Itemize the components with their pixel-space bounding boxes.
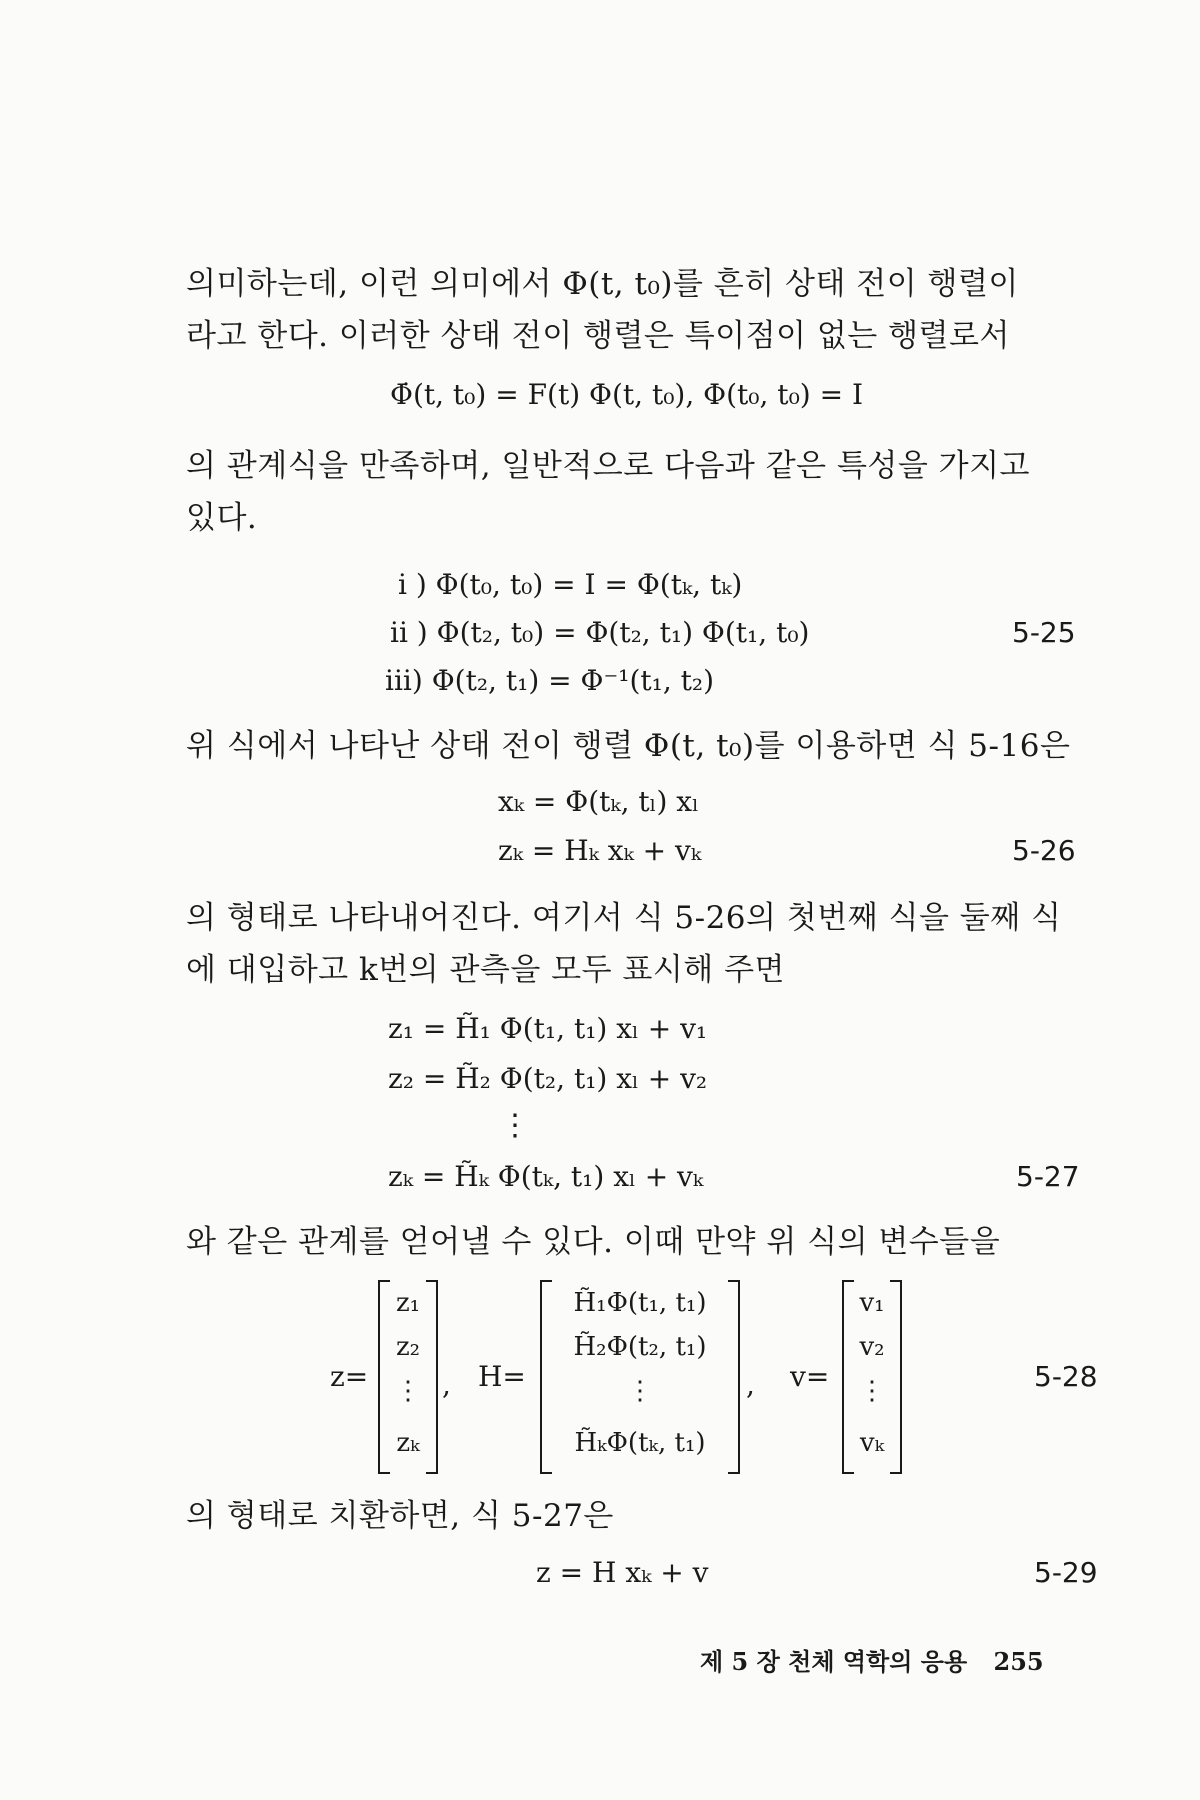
property-iii: iii) Φ(t₂, t₁) = Φ⁻¹(t₁, t₂): [385, 664, 715, 697]
equation-number: 5-25: [1012, 616, 1076, 649]
paragraph-line: 와 같은 관계를 얻어낼 수 있다. 이때 만약 위 식의 변수들을: [186, 1224, 1001, 1260]
comma: ,: [442, 1368, 451, 1401]
equation-5-26a: xₖ = Φ(tₖ, tₗ) xₗ: [498, 785, 699, 818]
H-entry: H̃ₖΦ(tₖ, t₁): [574, 1428, 706, 1458]
z-vector: [378, 1280, 438, 1470]
v-label: v=: [790, 1360, 830, 1393]
chapter-title: 제 5 장 천체 역학의 응용: [700, 1647, 968, 1676]
paragraph-line: 에 대입하고 k번의 관측을 모두 표시해 주면: [186, 952, 785, 988]
equation-number: 5-26: [1012, 834, 1076, 867]
property-i: i ) Φ(t₀, t₀) = I = Φ(tₖ, tₖ): [398, 568, 743, 601]
v-entry: v₁: [859, 1288, 885, 1318]
equation-5-26b: zₖ = Hₖ xₖ + vₖ: [498, 834, 702, 867]
H-entry: ⋮: [627, 1376, 653, 1406]
equation-5-27b: z₂ = H̃₂ Φ(t₂, t₁) xₗ + v₂: [388, 1062, 708, 1095]
H-label: H=: [478, 1360, 526, 1393]
paragraph-line: 위 식에서 나타난 상태 전이 행렬 Φ(t, t₀)를 이용하면 식 5-16은: [186, 728, 1071, 764]
property-ii: ii ) Φ(t₂, t₀) = Φ(t₂, t₁) Φ(t₁, t₀): [390, 616, 810, 649]
v-entry: v₂: [859, 1332, 885, 1362]
page-number: 255: [993, 1647, 1044, 1676]
H-entry: H̃₁Φ(t₁, t₁): [573, 1288, 707, 1318]
v-entry: vₖ: [859, 1428, 885, 1458]
equation-number: 5-27: [1016, 1160, 1080, 1193]
equation-5-29: z = H xₖ + v: [536, 1556, 709, 1589]
paragraph-line: 의 형태로 나타내어진다. 여기서 식 5-26의 첫번째 식을 둘째 식: [186, 900, 1062, 936]
v-entry: ⋮: [859, 1376, 885, 1406]
comma: ,: [746, 1368, 755, 1401]
H-matrix: [540, 1280, 740, 1470]
z-entry: ⋮: [395, 1376, 421, 1406]
H-entry: H̃₂Φ(t₂, t₁): [573, 1332, 707, 1362]
equation-number: 5-29: [1034, 1556, 1098, 1589]
paragraph-line: 있다.: [186, 500, 258, 536]
equation-5-27c: zₖ = H̃ₖ Φ(tₖ, t₁) xₗ + vₖ: [388, 1160, 704, 1193]
z-entry: z₁: [395, 1288, 421, 1318]
equation-5-27a: z₁ = H̃₁ Φ(t₁, t₁) xₗ + v₁: [388, 1012, 708, 1045]
page-footer: [700, 1642, 1044, 1677]
paragraph-line: 라고 한다. 이러한 상태 전이 행렬은 특이점이 없는 행렬로서: [186, 318, 1010, 354]
transition-equation: Φ̇(t, t₀) = F(t) Φ(t, t₀), Φ(t₀, t₀) = I: [390, 378, 864, 411]
paragraph-line: 의 형태로 치환하면, 식 5-27은: [186, 1498, 614, 1534]
equation-number: 5-28: [1034, 1360, 1098, 1393]
z-entry: z₂: [395, 1332, 421, 1362]
z-label: z=: [330, 1360, 369, 1393]
z-entry: zₖ: [396, 1428, 420, 1458]
paragraph-line: 의미하는데, 이런 의미에서 Φ(t, t₀)를 흔히 상태 전이 행렬이: [186, 266, 1019, 302]
v-vector: [842, 1280, 902, 1470]
vertical-dots: ⋮: [500, 1108, 530, 1143]
paragraph-line: 의 관계식을 만족하며, 일반적으로 다음과 같은 특성을 가지고: [186, 448, 1030, 484]
